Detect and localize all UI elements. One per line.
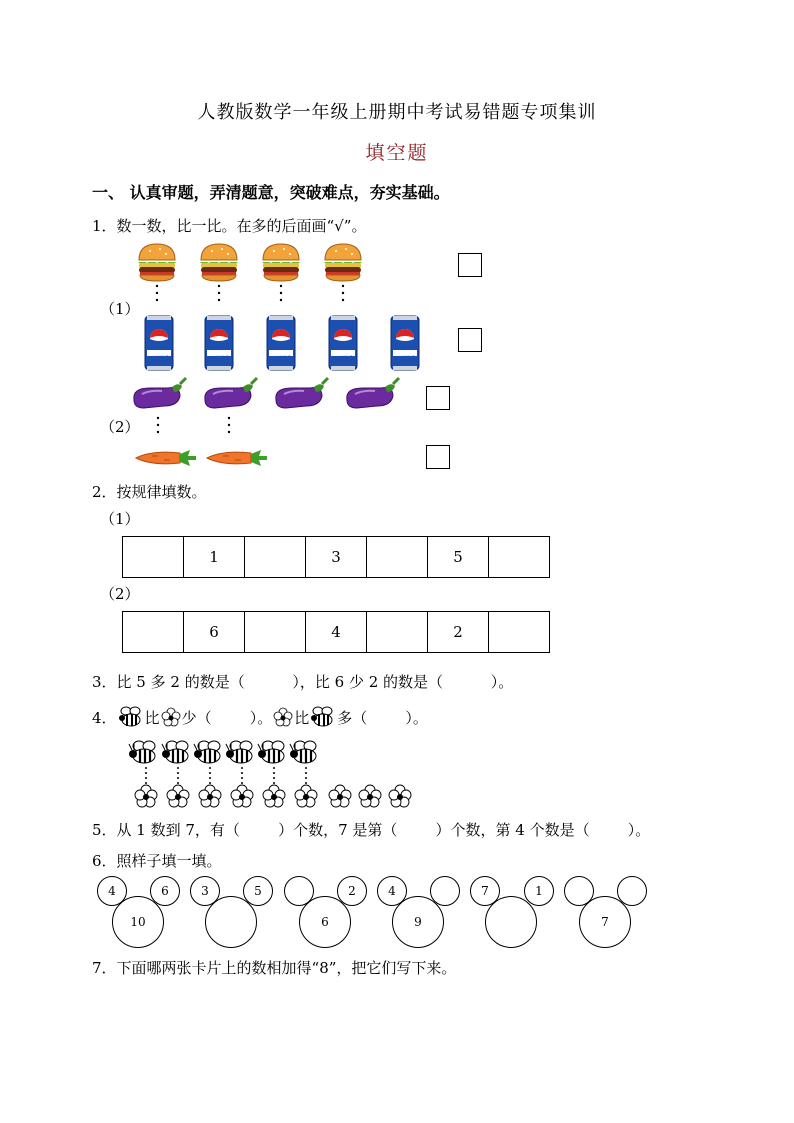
dotted-connector xyxy=(145,767,307,784)
hamburger-icon xyxy=(138,244,176,281)
svg-text:百事可乐: 百事可乐 xyxy=(332,356,354,362)
sequence-cell: 6 xyxy=(184,612,245,653)
svg-text:百事可乐: 百事可乐 xyxy=(394,356,416,362)
flower-icon xyxy=(389,785,411,807)
svg-text:百事可乐: 百事可乐 xyxy=(270,356,292,362)
sequence-cell[interactable] xyxy=(489,537,550,578)
question-7-text: 7．下面哪两张卡片上的数相加得“8”，把它们写下来。 xyxy=(92,959,457,977)
sequence-cell[interactable] xyxy=(245,612,306,653)
question-4-blank-2: 多（ ）。 xyxy=(337,708,428,727)
page-subtitle: 填空题 xyxy=(365,142,429,164)
sequence-table-2 xyxy=(122,611,550,653)
page-title: 人教版数学一年级上册期中考试易错题专项集训 xyxy=(197,102,597,123)
eggplant-icon xyxy=(276,378,328,408)
bond-circle-total[interactable] xyxy=(205,896,257,948)
bee-icon xyxy=(129,741,155,763)
bond-circle-total: 10 xyxy=(112,896,164,948)
flower-icon xyxy=(231,785,253,807)
eggplant-icon xyxy=(205,378,257,408)
answer-checkbox-cola[interactable] xyxy=(458,328,482,352)
answer-checkbox-eggplant[interactable] xyxy=(426,386,450,410)
question-6-text: 6．照样子填一填。 xyxy=(92,852,222,870)
sequence-cell: 4 xyxy=(306,612,367,653)
question-4-compare-2: 比 xyxy=(294,708,310,727)
answer-checkbox-hamburger[interactable] xyxy=(458,253,482,277)
carrot-icon xyxy=(207,450,267,466)
bee-icon xyxy=(309,705,337,729)
sequence-cell: 1 xyxy=(184,537,245,578)
sequence-cell[interactable] xyxy=(367,612,428,653)
question-5-text: 5．从 1 数到 7，有（ ）个数，7 是第（ ）个数，第 4 个数是（ ）。 xyxy=(92,821,651,839)
question-4-number: 4． xyxy=(92,708,117,727)
question-4-text xyxy=(92,705,428,729)
bees-and-flowers-picture xyxy=(120,735,430,810)
bee-icon xyxy=(290,741,316,763)
bee-icon xyxy=(162,741,188,763)
bee-icon xyxy=(258,741,284,763)
flower-icon xyxy=(135,785,157,807)
sequence-table-1 xyxy=(122,536,550,578)
sequence-cell[interactable] xyxy=(245,537,306,578)
bond-circle-total[interactable] xyxy=(485,896,537,948)
svg-text:百事可乐: 百事可乐 xyxy=(148,356,170,362)
question-1-part2-label: （2） xyxy=(100,418,140,436)
bond-circle-left: 3 xyxy=(190,876,220,906)
question-4-compare-1: 比 xyxy=(144,708,160,727)
bond-circle-left: 4 xyxy=(97,876,127,906)
question-1-picture xyxy=(0,0,794,480)
answer-checkbox-carrot[interactable] xyxy=(426,445,450,469)
eggplant-icon xyxy=(347,378,399,408)
bond-circle-right: 6 xyxy=(150,876,180,906)
sequence-cell[interactable] xyxy=(123,612,184,653)
bee-icon xyxy=(226,741,252,763)
flower-icon xyxy=(295,785,317,807)
question-1-text: 1．数一数，比一比。在多的后面画“√”。 xyxy=(92,217,367,235)
bond-circle-right: 2 xyxy=(337,876,367,906)
bee-icon xyxy=(117,705,145,729)
flower-icon xyxy=(359,785,381,807)
dotted-connector xyxy=(157,417,230,433)
flower-icon xyxy=(263,785,285,807)
carrot-icon xyxy=(136,450,196,466)
hamburger-icon xyxy=(262,244,300,281)
bond-circle-total: 7 xyxy=(579,896,631,948)
bee-icon xyxy=(194,741,220,763)
eggplant-icon xyxy=(134,378,186,408)
flower-icon xyxy=(199,785,221,807)
sequence-cell: 3 xyxy=(306,537,367,578)
dotted-connector xyxy=(156,285,344,301)
bond-circle-total: 6 xyxy=(299,896,351,948)
flower-icon xyxy=(329,785,351,807)
flower-icon xyxy=(160,706,182,728)
bond-circle-left: 7 xyxy=(470,876,500,906)
bond-circle-left: 4 xyxy=(377,876,407,906)
hamburger-icon xyxy=(324,244,362,281)
sequence-cell[interactable] xyxy=(489,612,550,653)
question-2-part2-label: （2） xyxy=(100,585,140,603)
question-2-text: 2．按规律填数。 xyxy=(92,483,207,501)
bond-circle-right: 1 xyxy=(524,876,554,906)
bond-circle-right: 5 xyxy=(243,876,273,906)
sequence-cell[interactable] xyxy=(123,537,184,578)
sequence-cell[interactable] xyxy=(367,537,428,578)
question-2-part1-label: （1） xyxy=(100,510,140,528)
sequence-cell: 2 xyxy=(428,612,489,653)
bond-circle-total: 9 xyxy=(392,896,444,948)
question-4-blank-1: 少（ ）。 xyxy=(181,708,273,727)
svg-text:百事可乐: 百事可乐 xyxy=(208,356,230,362)
section-heading: 一、 认真审题，弄清题意，突破难点，夯实基础。 xyxy=(92,183,450,202)
question-1-part1-label: （1） xyxy=(100,300,140,318)
flower-icon xyxy=(272,706,294,728)
sequence-cell: 5 xyxy=(428,537,489,578)
flower-icon xyxy=(167,785,189,807)
question-3-text: 3．比 5 多 2 的数是（ ），比 6 少 2 的数是（ ）。 xyxy=(92,673,514,691)
hamburger-icon xyxy=(200,244,238,281)
